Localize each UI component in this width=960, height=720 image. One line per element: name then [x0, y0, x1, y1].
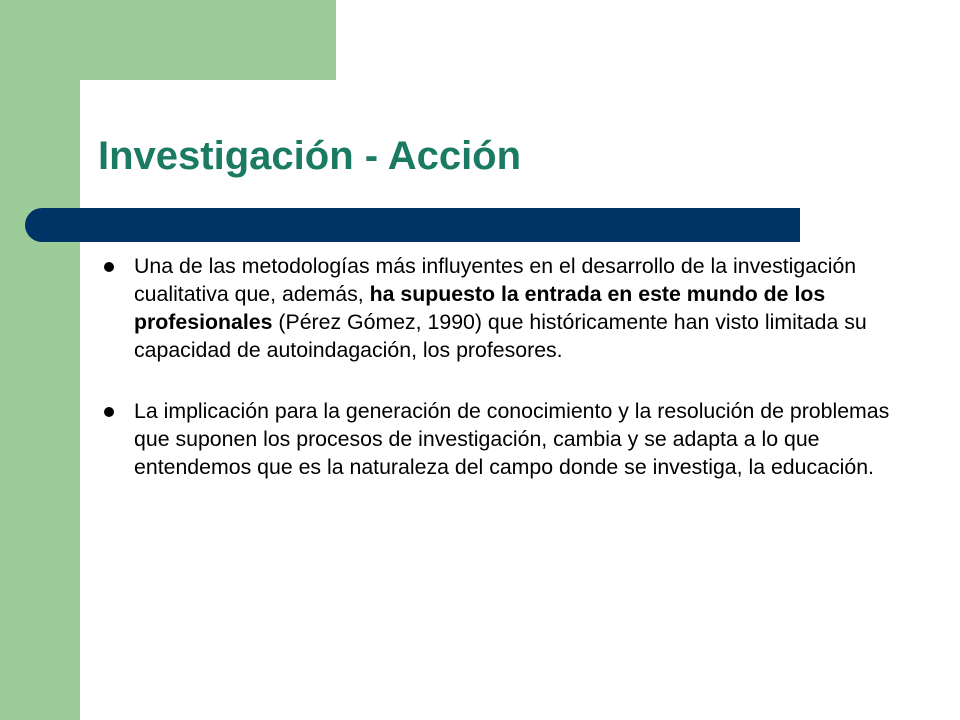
bullet-1-text-end: (Pérez Gómez, 1990) que históricamente han visto limitada su capacidad de autoindagación, los profesores. — [134, 310, 867, 362]
title-accent-bar — [25, 208, 800, 242]
green-top-block — [0, 0, 336, 80]
bullet-2-text: La implicación para la generación de conocimiento y la resolución de problemas que suponen los procesos de investigación, cambia y se adapta a lo que entendemos que es la naturaleza del campo donde se investiga, la educación. — [134, 399, 890, 479]
bullet-dot-icon — [104, 407, 114, 417]
bullet-item-2 — [104, 397, 904, 481]
slide-title: Investigación - Acción — [98, 134, 522, 178]
bullet-item-1 — [104, 252, 904, 364]
green-side-bar — [0, 0, 80, 720]
bullet-1-text-start: Una de las metodologías más influyentes en el desarrollo de la investigación cualitativa que, además, — [134, 254, 857, 306]
bullet-list — [104, 252, 904, 481]
bullet-1-bold-text: ha supuesto la entrada en este mundo de los profesionales — [134, 282, 826, 334]
bullet-dot-icon — [104, 262, 114, 272]
